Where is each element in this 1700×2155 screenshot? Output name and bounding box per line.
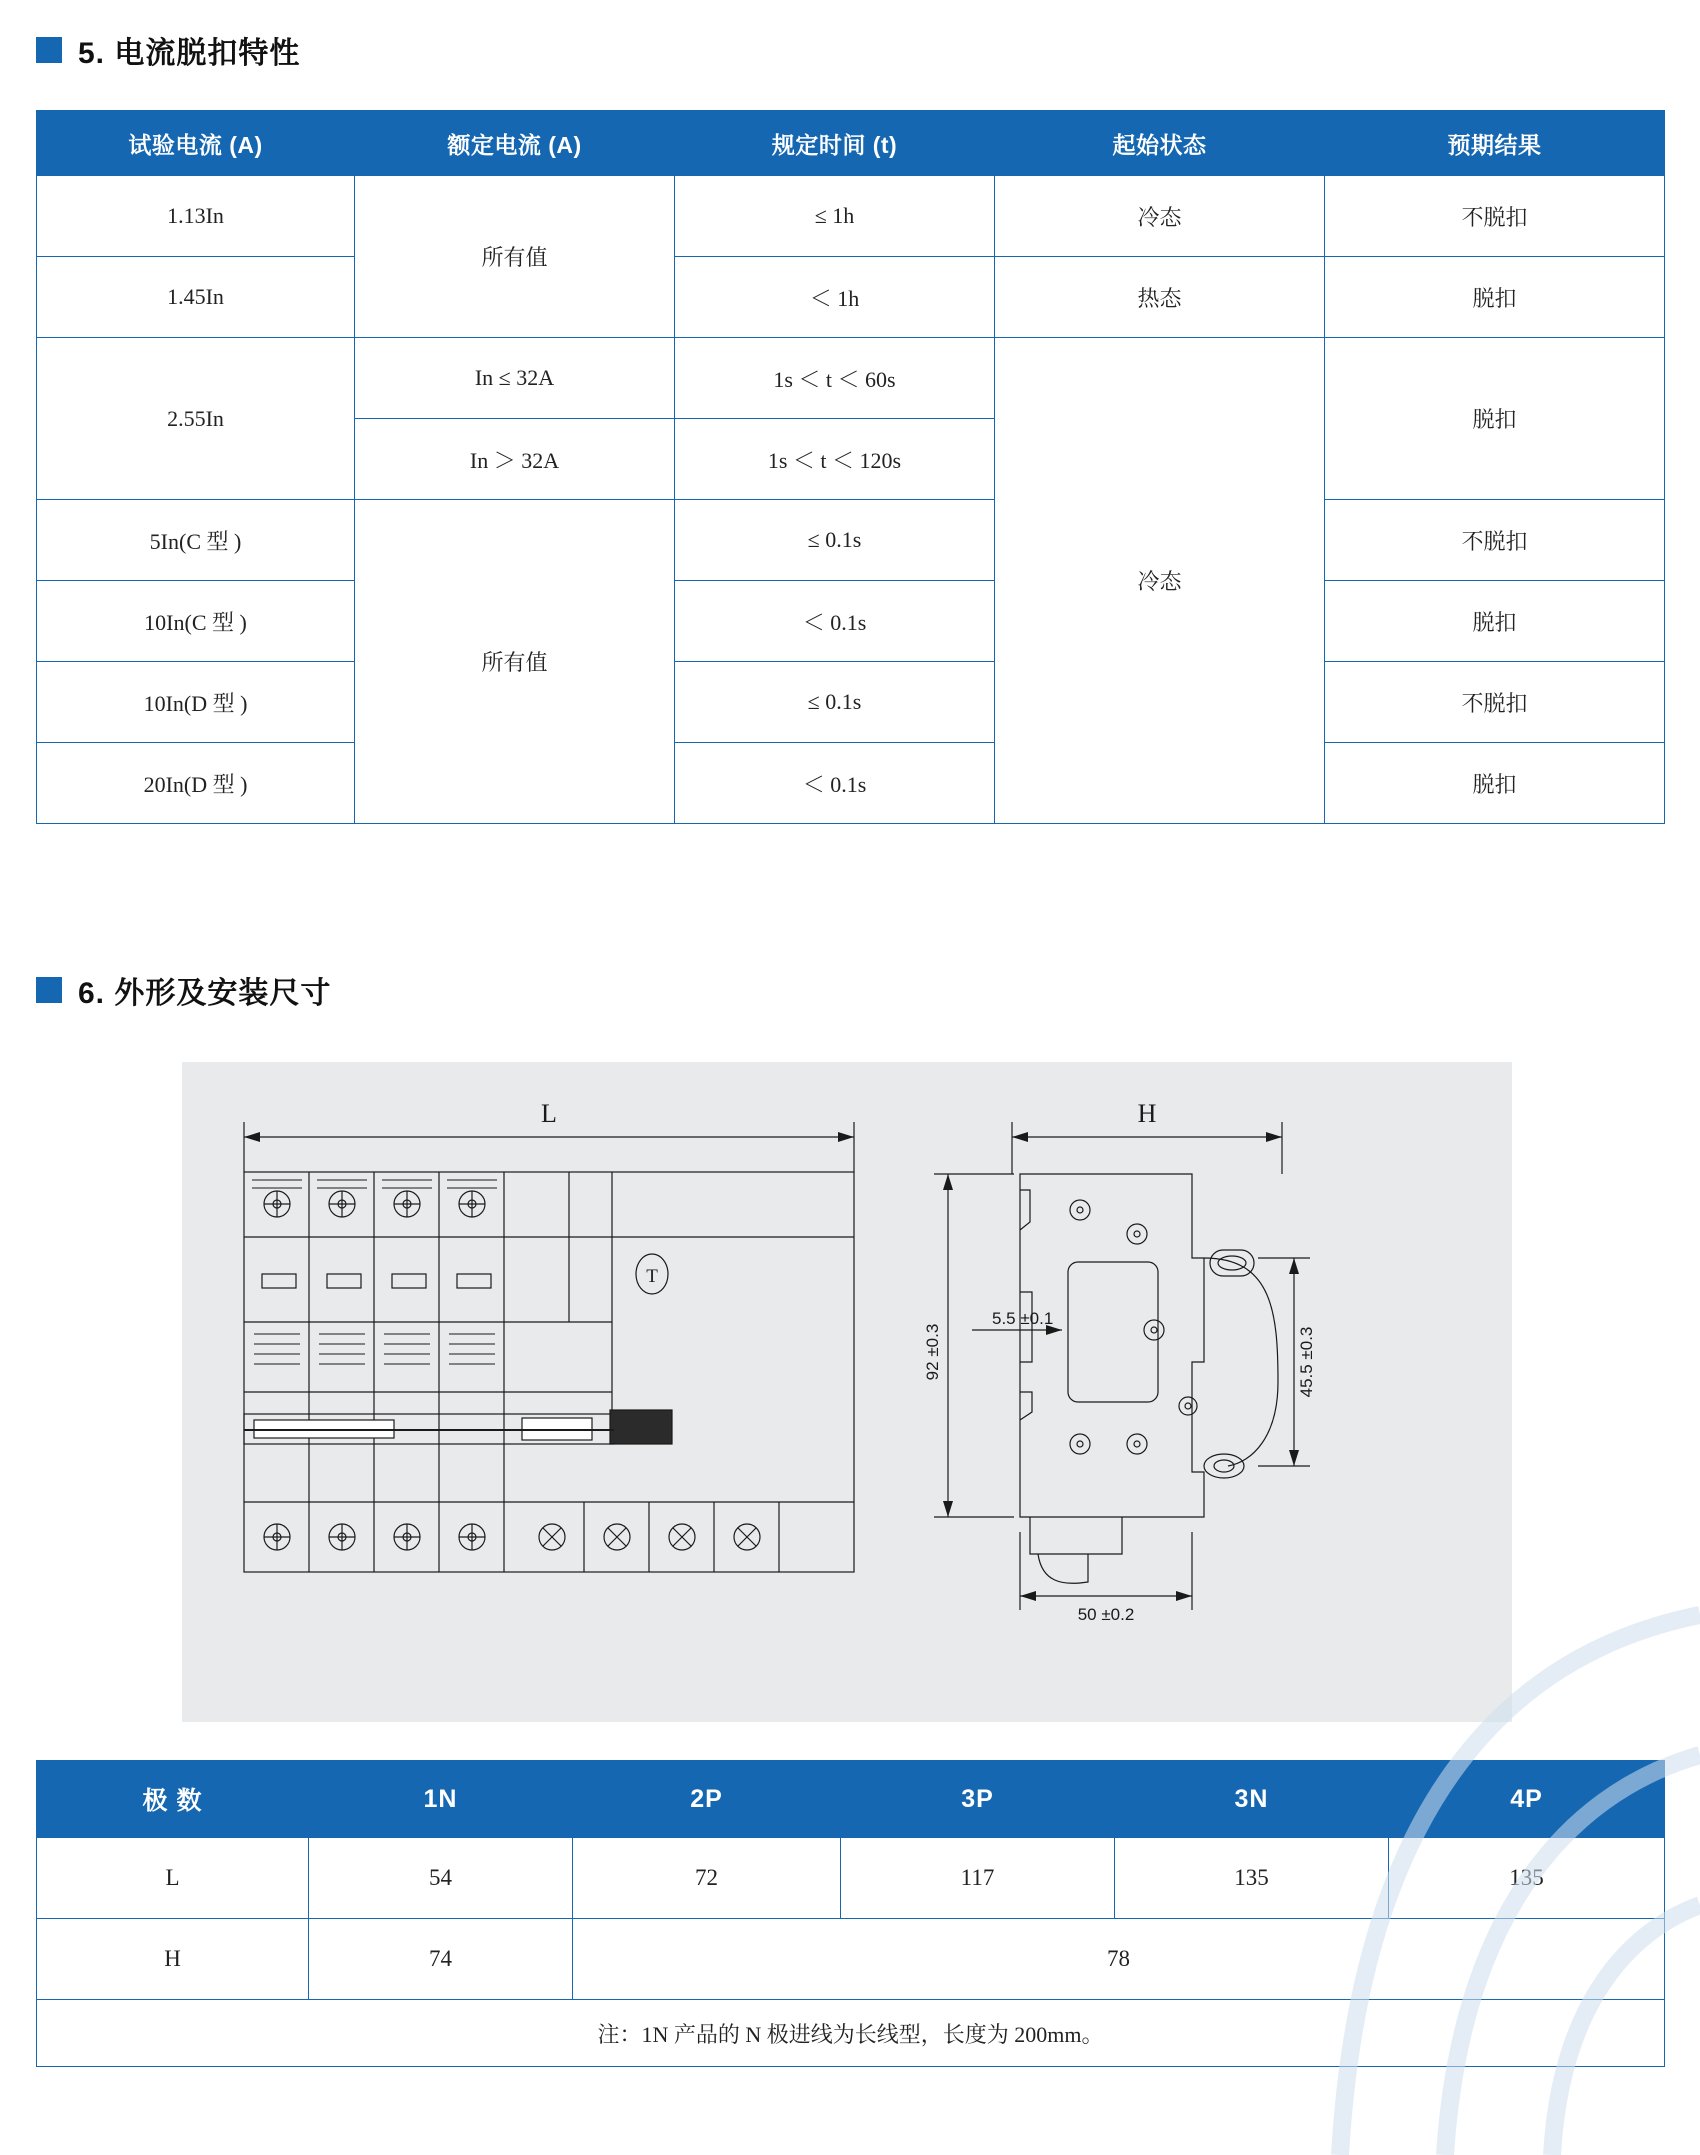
cell-result: 脱扣 [1325, 257, 1665, 338]
cell-time: ＜ 0.1s [675, 581, 995, 662]
table-row [37, 1838, 1665, 1919]
cell-time: ≤ 0.1s [675, 500, 995, 581]
dimensions-note: 注：1N 产品的 N 极进线为长线型，长度为 200mm。 [37, 2000, 1665, 2067]
table-header-row [37, 111, 1665, 176]
column-header-rated-current: 额定电流 (A) [355, 111, 675, 176]
section-heading-dimensions [36, 968, 331, 1012]
cell-time: ≤ 1h [675, 176, 995, 257]
cell-test-current: 2.55In [37, 338, 355, 500]
cell-time: ≤ 0.1s [675, 662, 995, 743]
cell-result: 不脱扣 [1325, 662, 1665, 743]
cell-L-3p: 117 [841, 1838, 1115, 1919]
dimension-H-label: H [1137, 1099, 1157, 1128]
cell-L-3n: 135 [1115, 1838, 1389, 1919]
table-row [37, 1919, 1665, 2000]
cell-rated-current: In ＞ 32A [355, 419, 675, 500]
cell-test-current: 1.45In [37, 257, 355, 338]
cell-result: 脱扣 [1325, 743, 1665, 824]
cell-rated-current: In ≤ 32A [355, 338, 675, 419]
trip-characteristics-table [36, 110, 1665, 824]
column-header-initial-state: 起始状态 [995, 111, 1325, 176]
cell-initial-state: 冷态 [995, 338, 1325, 824]
cell-test-current: 10In(C 型 ) [37, 581, 355, 662]
section-marker-icon [36, 37, 62, 63]
dimension-depth-label: 50 ±0.2 [1077, 1605, 1135, 1624]
cell-L-1n: 54 [309, 1838, 573, 1919]
cell-test-current: 1.13In [37, 176, 355, 257]
column-header-specified-time: 规定时间 (t) [675, 111, 995, 176]
dimensions-table [36, 1760, 1665, 2067]
column-header-expected-result: 预期结果 [1325, 111, 1665, 176]
cell-test-current: 5In(C 型 ) [37, 500, 355, 581]
product-dimension-drawing [182, 1062, 1512, 1722]
cell-rated-current: 所有值 [355, 176, 675, 338]
section-title-text: 6. 外形及安装尺寸 [78, 977, 332, 1010]
cell-initial-state: 冷态 [995, 176, 1325, 257]
row-label-L: L [37, 1838, 309, 1919]
cell-time: ＜ 0.1s [675, 743, 995, 824]
dimension-height-label: 92 ±0.3 [923, 1323, 942, 1381]
section-marker-icon [36, 977, 62, 1003]
dimension-rail-label: 5.5 ±0.1 [992, 1309, 1054, 1328]
cell-result: 不脱扣 [1325, 176, 1665, 257]
cell-time: ＜ 1h [675, 257, 995, 338]
column-header-test-current: 试验电流 (A) [37, 111, 355, 176]
table-row [37, 257, 1665, 338]
dimension-L-label: L [541, 1099, 557, 1128]
section-title-text: 5. 电流脱扣特性 [78, 37, 301, 70]
table-row [37, 743, 1665, 824]
table-header-row [37, 1761, 1665, 1838]
cell-L-4p: 135 [1389, 1838, 1665, 1919]
column-header-1n: 1N [309, 1761, 573, 1838]
cell-H-1n: 74 [309, 1919, 573, 2000]
section-heading-trip-characteristics [36, 28, 300, 72]
table-row [37, 176, 1665, 257]
column-header-4p: 4P [1389, 1761, 1665, 1838]
cell-test-current: 20In(D 型 ) [37, 743, 355, 824]
column-header-3p: 3P [841, 1761, 1115, 1838]
cell-rated-current: 所有值 [355, 500, 675, 824]
column-header-3n: 3N [1115, 1761, 1389, 1838]
cell-result: 脱扣 [1325, 338, 1665, 500]
table-row [37, 662, 1665, 743]
row-label-H: H [37, 1919, 309, 2000]
dimension-upper-label: 45.5 ±0.3 [1297, 1326, 1316, 1398]
table-row-note [37, 2000, 1665, 2067]
cell-result: 脱扣 [1325, 581, 1665, 662]
cell-test-current: 10In(D 型 ) [37, 662, 355, 743]
table-row [37, 338, 1665, 419]
cell-initial-state: 热态 [995, 257, 1325, 338]
cell-time: 1s ＜ t ＜ 60s [675, 338, 995, 419]
column-header-2p: 2P [573, 1761, 841, 1838]
cell-H-rest: 78 [573, 1919, 1665, 2000]
cell-result: 不脱扣 [1325, 500, 1665, 581]
table-row [37, 581, 1665, 662]
cell-time: 1s ＜ t ＜ 120s [675, 419, 995, 500]
test-button-label: T [646, 1266, 658, 1287]
column-header-poles: 极 数 [37, 1761, 309, 1838]
cell-L-2p: 72 [573, 1838, 841, 1919]
table-row [37, 500, 1665, 581]
